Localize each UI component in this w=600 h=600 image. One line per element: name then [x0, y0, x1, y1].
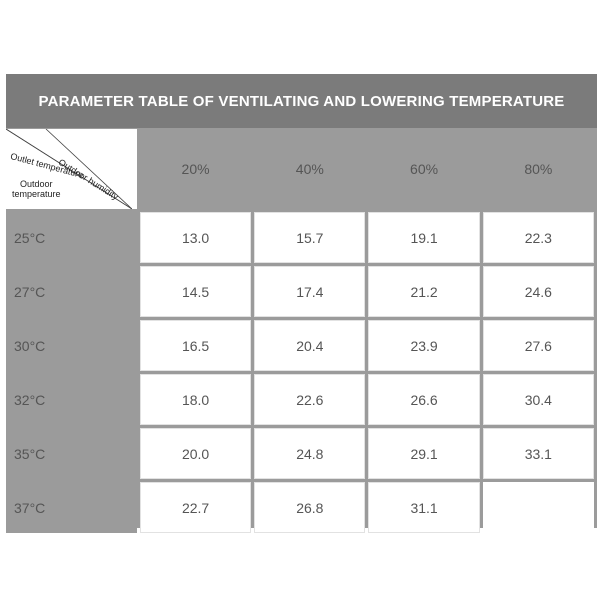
table-cell: 18.0	[140, 374, 251, 425]
corner-header	[6, 129, 137, 209]
table-cell: 26.6	[368, 374, 479, 425]
outdoor-humidity-label: Outdoor humidity	[56, 157, 121, 202]
table-cell: 17.4	[254, 266, 365, 317]
table-cell: 22.6	[254, 374, 365, 425]
column-header: 60%	[368, 129, 479, 209]
table-cell: 13.0	[140, 212, 251, 263]
table-row	[6, 212, 594, 263]
row-header: 35°C	[6, 428, 137, 479]
table-cell: 31.1	[368, 482, 479, 533]
parameter-table	[6, 74, 597, 528]
table-cell: 22.3	[483, 212, 594, 263]
table-cell: 21.2	[368, 266, 479, 317]
outdoor-label-line2: temperature	[12, 189, 61, 199]
row-header: 27°C	[6, 266, 137, 317]
table-cell: 24.6	[483, 266, 594, 317]
header-row	[6, 129, 594, 209]
table-cell: 20.4	[254, 320, 365, 371]
table-title: PARAMETER TABLE OF VENTILATING AND LOWERING TEMPERATURE	[6, 74, 597, 128]
table-cell: 22.7	[140, 482, 251, 533]
table-row	[6, 320, 594, 371]
table-cell: 26.8	[254, 482, 365, 533]
table-cell: 27.6	[483, 320, 594, 371]
row-header: 30°C	[6, 320, 137, 371]
column-header: 80%	[483, 129, 594, 209]
table-row	[6, 428, 594, 479]
data-table	[3, 126, 597, 536]
table-row	[6, 374, 594, 425]
table-cell: 16.5	[140, 320, 251, 371]
row-header: 32°C	[6, 374, 137, 425]
row-header: 25°C	[6, 212, 137, 263]
outdoor-label-line1: Outdoor	[20, 179, 53, 189]
table-cell: 29.1	[368, 428, 479, 479]
outlet-temperature-label: Outlet temperature	[9, 151, 85, 181]
table-cell: 14.5	[140, 266, 251, 317]
table-cell: 23.9	[368, 320, 479, 371]
table-cell: 24.8	[254, 428, 365, 479]
column-header: 40%	[254, 129, 365, 209]
table-cell: 33.1	[483, 428, 594, 479]
table-cell: 30.4	[483, 374, 594, 425]
outdoor-temperature-label	[12, 179, 61, 199]
table-cell: 15.7	[254, 212, 365, 263]
table-row	[6, 482, 594, 533]
row-header: 37°C	[6, 482, 137, 533]
table-cell: 19.1	[368, 212, 479, 263]
empty-cell	[483, 482, 594, 533]
table-cell: 20.0	[140, 428, 251, 479]
table-row	[6, 266, 594, 317]
column-header: 20%	[140, 129, 251, 209]
